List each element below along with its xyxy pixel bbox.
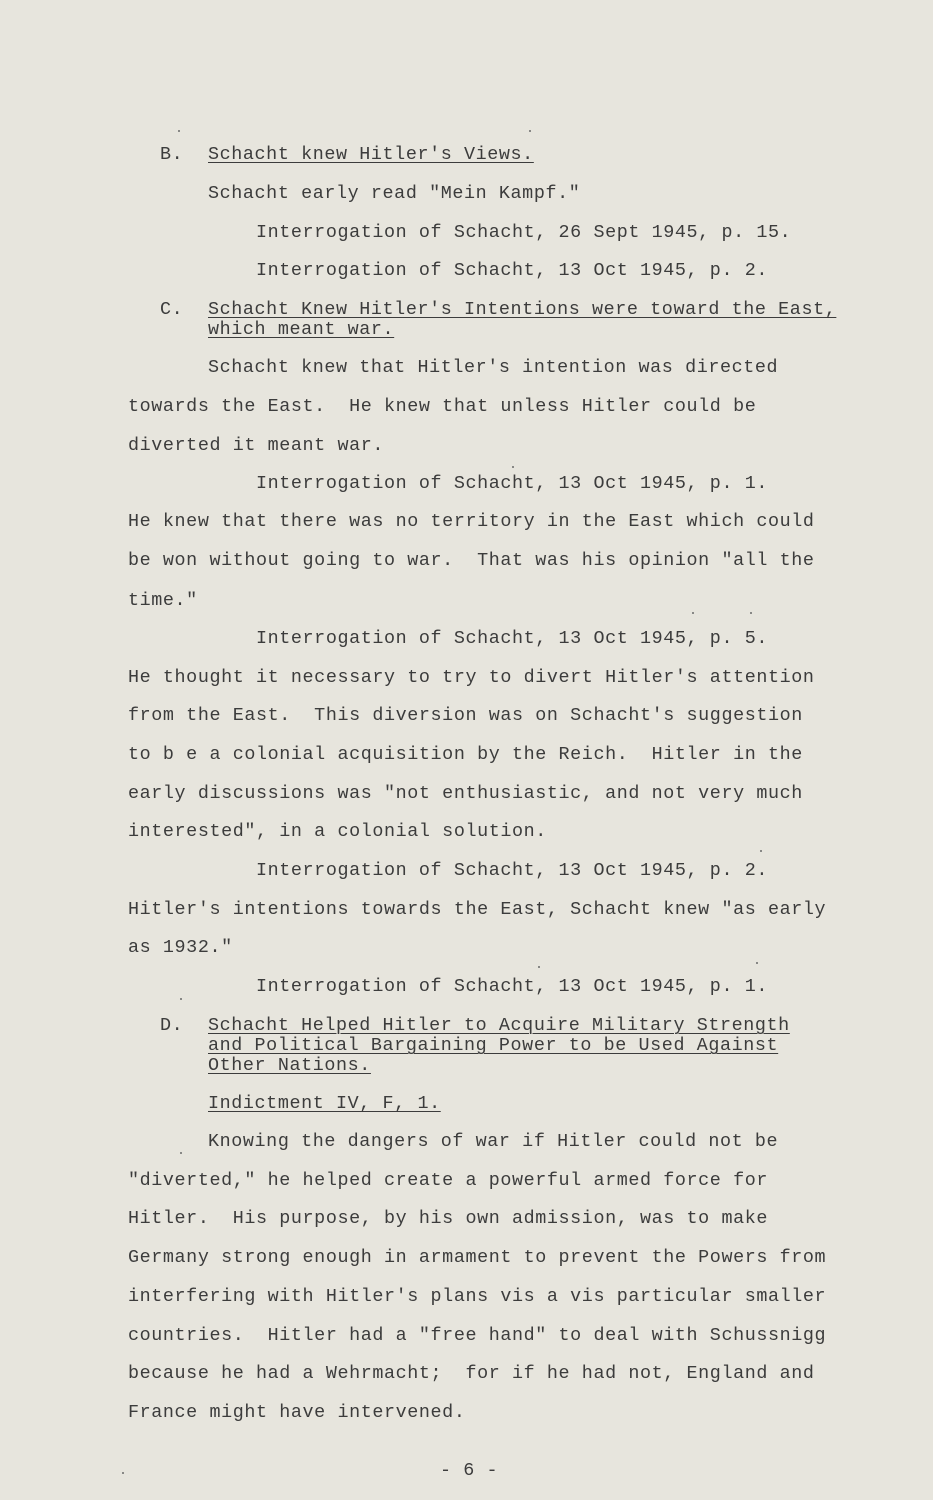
citation: Interrogation of Schacht, 26 Sept 1945, p. 15. [256, 222, 792, 243]
paragraph-line: early discussions was "not enthusiastic, and not very much [128, 783, 803, 804]
paragraph-line: be won without going to war. That was his opinion "all the [128, 550, 815, 571]
paragraph-line: towards the East. He knew that unless Hitler could be [128, 396, 757, 417]
section-d-heading-line: Other Nations. [208, 1055, 371, 1076]
paper-speck [180, 998, 182, 1000]
citation: Interrogation of Schacht, 13 Oct 1945, p. 5. [256, 628, 768, 649]
paragraph-line: Germany strong enough in armament to prevent the Powers from [128, 1247, 827, 1268]
paper-speck [122, 1472, 124, 1474]
paragraph-line: interested", in a colonial solution. [128, 821, 547, 842]
section-d-heading-line: and Political Bargaining Power to be Used Against [208, 1035, 779, 1056]
paragraph-line: "diverted," he helped create a powerful armed force for [128, 1170, 768, 1191]
paragraph-line: time." [128, 590, 198, 611]
paper-speck [180, 1152, 182, 1154]
paper-speck [692, 612, 694, 614]
paragraph-line: from the East. This diversion was on Schacht's suggestion [128, 705, 803, 726]
paragraph-line: He knew that there was no territory in the East which could [128, 511, 815, 532]
paragraph-line: France might have intervened. [128, 1402, 466, 1423]
paragraph-line: as 1932." [128, 937, 233, 958]
paragraph-line: Hitler. His purpose, by his own admission, was to make [128, 1208, 768, 1229]
citation: Interrogation of Schacht, 13 Oct 1945, p. 2. [256, 860, 768, 881]
paragraph-line: Schacht knew that Hitler's intention was directed [208, 357, 779, 378]
paper-speck [178, 130, 180, 132]
section-c-heading-line: which meant war. [208, 319, 395, 340]
paragraph-line: Hitler's intentions towards the East, Schacht knew "as early [128, 899, 827, 920]
section-d-letter: D. [160, 1015, 184, 1036]
paragraph-line: countries. Hitler had a "free hand" to deal with Schussnigg [128, 1325, 827, 1346]
paper-speck [538, 966, 540, 968]
paragraph-line: He thought it necessary to try to divert Hitler's attention [128, 667, 815, 688]
paper-speck [750, 612, 752, 614]
section-b-letter: B. [160, 144, 184, 165]
paragraph-line: diverted it meant war. [128, 435, 384, 456]
section-c-letter: C. [160, 299, 184, 320]
section-b-body: Schacht early read "Mein Kampf." [208, 183, 581, 204]
citation: Interrogation of Schacht, 13 Oct 1945, p. 2. [256, 260, 768, 281]
section-b-heading: Schacht knew Hitler's Views. [208, 144, 534, 165]
section-d-heading-line: Schacht Helped Hitler to Acquire Military Strength [208, 1015, 790, 1036]
paper-speck [756, 962, 758, 964]
citation: Interrogation of Schacht, 13 Oct 1945, p. 1. [256, 976, 768, 997]
paragraph-line: to b e a colonial acquisition by the Reich. Hitler in the [128, 744, 803, 765]
paper-speck [512, 466, 514, 468]
paper-speck [760, 850, 762, 852]
paragraph-line: Knowing the dangers of war if Hitler could not be [208, 1131, 779, 1152]
paragraph-line: because he had a Wehrmacht; for if he had not, England and [128, 1363, 815, 1384]
indictment-reference: Indictment IV, F, 1. [208, 1093, 441, 1114]
page-number: - 6 - [440, 1460, 499, 1481]
citation: Interrogation of Schacht, 13 Oct 1945, p. 1. [256, 473, 768, 494]
paragraph-line: interfering with Hitler's plans vis a vis particular smaller [128, 1286, 827, 1307]
section-c-heading-line: Schacht Knew Hitler's Intentions were toward the East, [208, 299, 837, 320]
paper-speck [529, 130, 531, 132]
